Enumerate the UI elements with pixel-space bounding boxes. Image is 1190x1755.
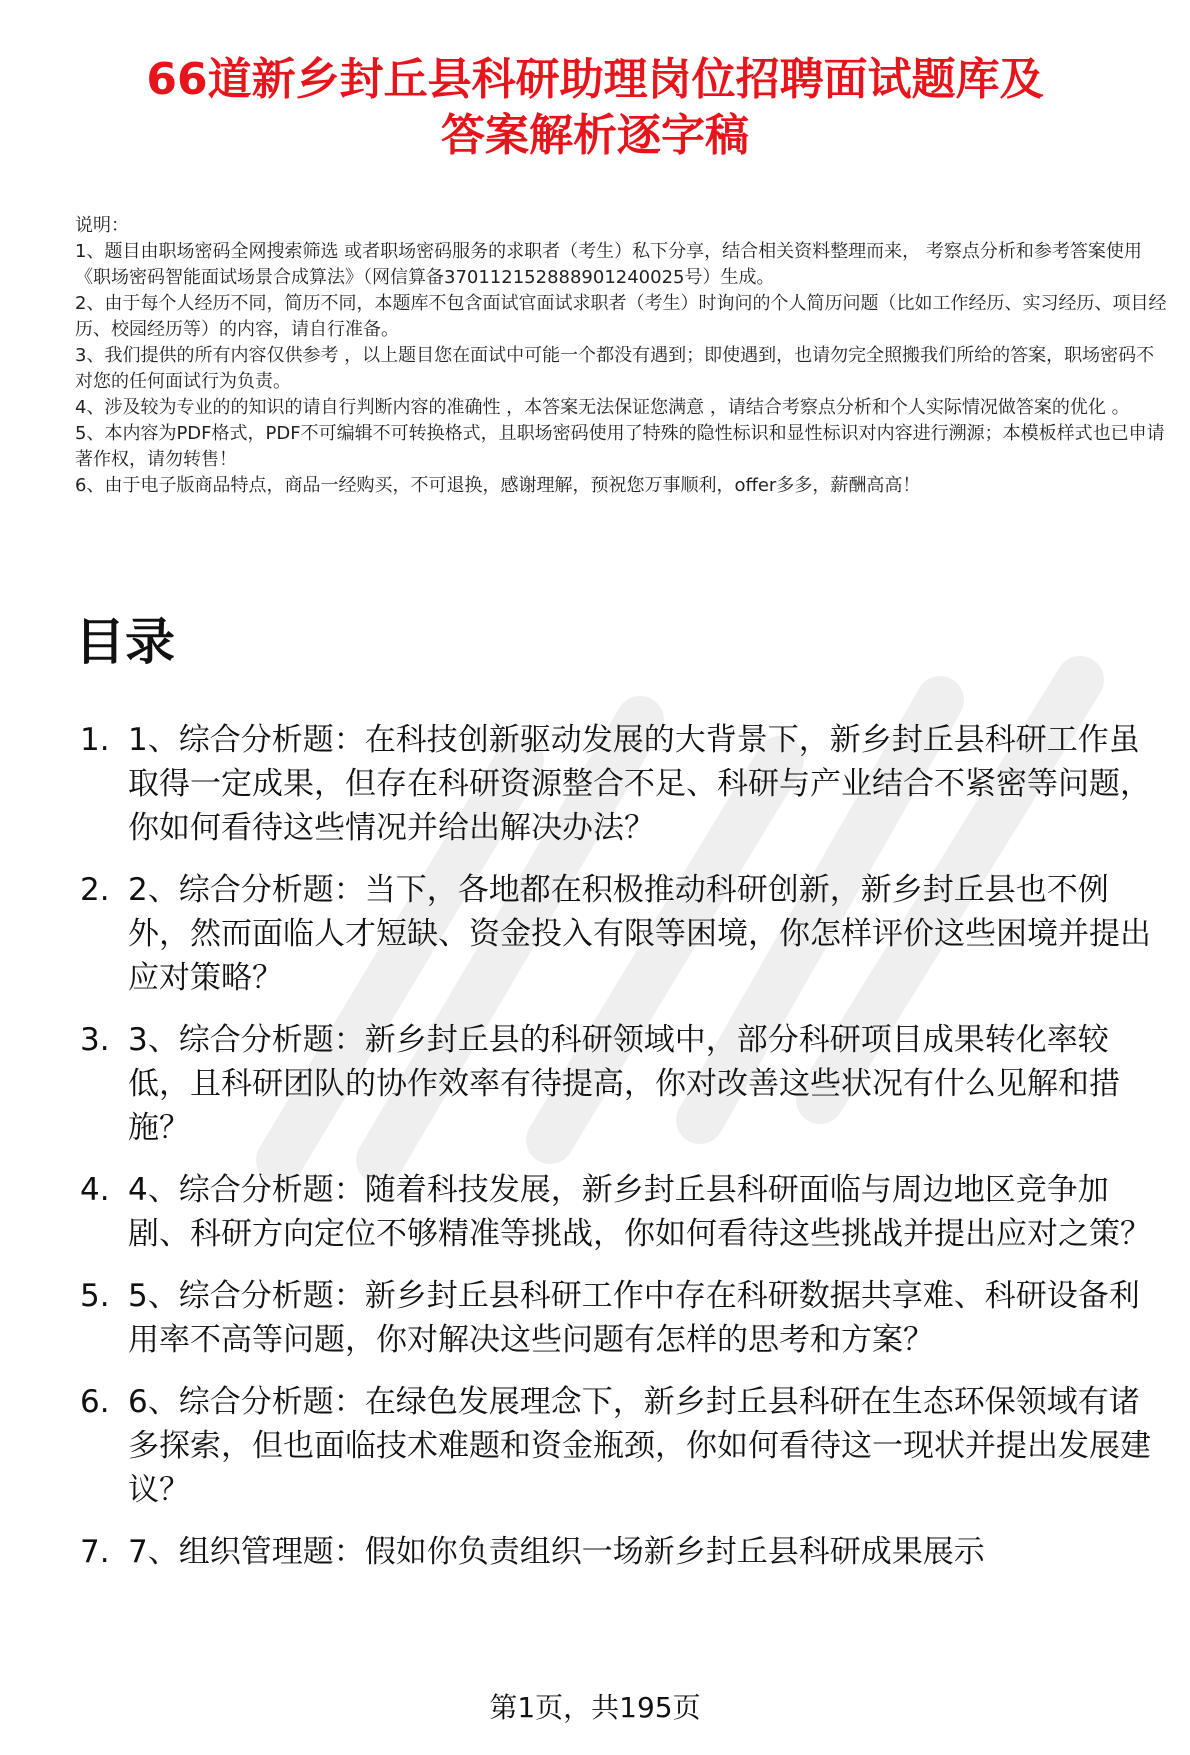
toc-item-4[interactable]	[70, 1168, 1168, 1256]
toc-item-text: 7、组织管理题：假如你负责组织一场新乡封丘县科研成果展示	[128, 1534, 985, 1570]
toc-item-2[interactable]	[70, 868, 1168, 1000]
toc-item-number: 2.	[80, 872, 110, 908]
note-item-2: 2、由于每个人经历不同，简历不同，本题库不包含面试官面试求职者（考生）时询问的个人简历问题（比如工作经历、实习经历、项目经历、校园经历等）的内容，请自行准备。	[75, 293, 1167, 340]
toc-item-number: 7.	[80, 1534, 110, 1570]
toc-item-text: 5、综合分析题：新乡封丘县科研工作中存在科研数据共享难、科研设备利用率不高等问题，你对解决这些问题有怎样的思考和方案？	[128, 1278, 1140, 1358]
toc-item-5[interactable]	[70, 1274, 1168, 1362]
document-title	[60, 52, 1130, 164]
toc-item-text: 1、综合分析题：在科技创新驱动发展的大背景下，新乡封丘县科研工作虽取得一定成果，但存在科研资源整合不足、科研与产业结合不紧密等问题，你如何看待这些情况并给出解决办法？	[128, 722, 1151, 846]
notes-section	[75, 213, 1170, 499]
toc-item-text: 6、综合分析题：在绿色发展理念下，新乡封丘县科研在生态环保领域有诸多探索，但也面临技术难题和资金瓶颈，你如何看待这一现状并提出发展建议？	[128, 1384, 1151, 1508]
toc-item-number: 5.	[80, 1278, 110, 1314]
toc-item-3[interactable]	[70, 1018, 1168, 1150]
toc-item-number: 6.	[80, 1384, 110, 1420]
toc-item-number: 3.	[80, 1022, 110, 1058]
notes-label: 说明：	[75, 215, 129, 236]
note-item-5: 5、本内容为PDF格式，PDF不可编辑不可转换格式，且职场密码使用了特殊的隐性标识和显性标识对内容进行溯源；本模板样式也已申请著作权，请勿转售！	[75, 423, 1165, 470]
note-item-3: 3、我们提供的所有内容仅供参考 ，以上题目您在面试中可能一个都没有遇到；即使遇到，也请勿完全照搬我们所给的答案，职场密码不对您的任何面试行为负责。	[75, 345, 1155, 392]
toc-item-number: 1.	[80, 722, 110, 758]
toc-item-1[interactable]	[70, 718, 1168, 850]
toc-item-7[interactable]	[70, 1530, 1168, 1574]
toc-item-number: 4.	[80, 1172, 110, 1208]
page-footer: 第1页，共195页	[489, 1691, 701, 1724]
toc-heading: 目录	[75, 613, 175, 671]
title-line-1: 66道新乡封丘县科研助理岗位招聘面试题库及	[146, 54, 1044, 105]
toc-item-text: 4、综合分析题：随着科技发展，新乡封丘县科研面临与周边地区竞争加剧、科研方向定位不够精准等挑战，你如何看待这些挑战并提出应对之策？	[128, 1172, 1151, 1252]
toc-list	[70, 718, 1168, 1592]
title-line-2: 答案解析逐字稿	[441, 110, 749, 161]
note-item-1: 1、题目由职场密码全网搜索筛选 或者职场密码服务的求职者（考生）私下分享，结合相关资料整理而来， 考察点分析和参考答案使用《职场密码智能面试场景合成算法》（网信算备370112152888901240025号）生成。	[75, 241, 1142, 288]
toc-item-text: 2、综合分析题：当下，各地都在积极推动科研创新，新乡封丘县也不例外，然而面临人才短缺、资金投入有限等困境，你怎样评价这些困境并提出应对策略？	[128, 872, 1151, 996]
note-item-6: 6、由于电子版商品特点，商品一经购买，不可退换，感谢理解，预祝您万事顺利，offer多多，薪酬高高！	[75, 475, 921, 496]
note-item-4: 4、涉及较为专业的的知识的请自行判断内容的准确性 ，本答案无法保证您满意 ，请结合考察点分析和个人实际情况做答案的优化 。	[75, 397, 1130, 418]
toc-item-6[interactable]	[70, 1380, 1168, 1512]
toc-item-text: 3、综合分析题：新乡封丘县的科研领域中，部分科研项目成果转化率较低，且科研团队的协作效率有待提高，你对改善这些状况有什么见解和措施？	[128, 1022, 1120, 1146]
